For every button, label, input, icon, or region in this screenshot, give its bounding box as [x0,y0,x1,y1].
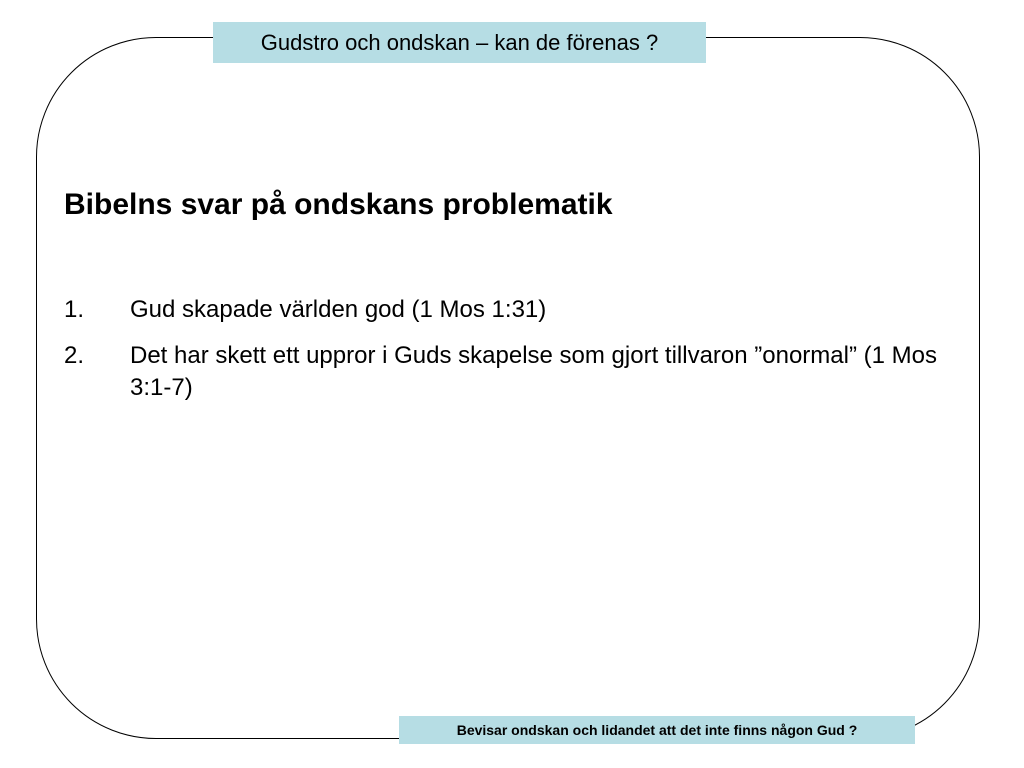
list-item [64,340,944,404]
list-marker: 2. [64,342,85,369]
bottom-banner: Bevisar ondskan och lidandet att det inte finns någon Gud ? [399,716,915,744]
numbered-list [64,294,944,418]
list-item [64,294,944,326]
top-banner: Gudstro och ondskan – kan de förenas ? [213,22,706,63]
list-item-text: Det har skett ett uppror i Guds skapelse som gjort tillvaron ”onormal” (1 Mos 3:1-7) [130,342,937,401]
slide-heading: Bibelns svar på ondskans problematik [64,188,613,221]
list-item-text: Gud skapade världen god (1 Mos 1:31) [130,296,547,323]
list-marker: 1. [64,296,85,323]
